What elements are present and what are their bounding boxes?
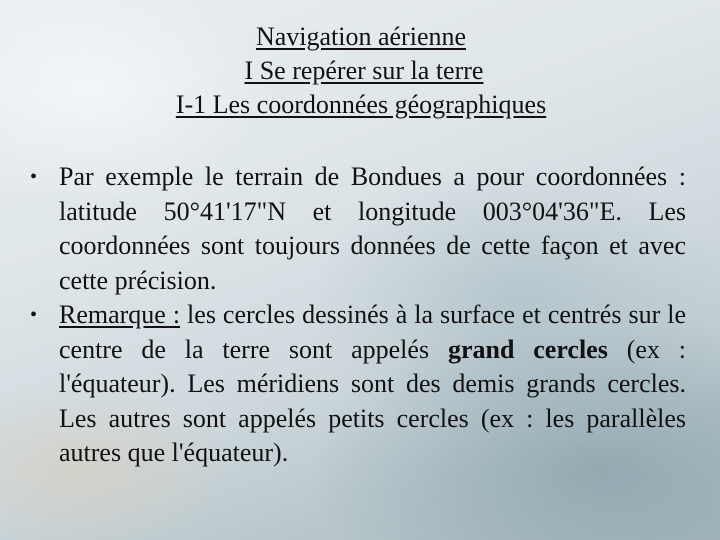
bullet-item-remark xyxy=(30,298,686,471)
bullet-list xyxy=(30,160,686,471)
bold-term: grand cercles xyxy=(447,334,608,364)
title-section: I Se repérer sur la terre xyxy=(244,56,484,85)
remark-label: Remarque : xyxy=(59,300,181,329)
title-block xyxy=(0,20,720,122)
bullet-dot-icon: • xyxy=(30,166,38,188)
bullet-item-example xyxy=(30,160,686,298)
bullet-text: Par exemple le terrain de Bondues a pour coordonnées : latitude 50°41'17"N et longitude 003°04'36"E. Les coordonnées sont toujours données de cette façon et avec cette précision. xyxy=(59,162,686,295)
title-main: Navigation aérienne xyxy=(255,22,467,51)
remark-text-before: les cercles dessinés à la surface et centrés sur le centre de la terre sont appelés xyxy=(59,300,686,364)
remark-text-after: (ex : l'équateur). Les méridiens sont des demis grands cercles. Les autres sont appelés petits cercles (ex : les parallèles autres que l'équateur). xyxy=(59,334,686,467)
title-subsection: I-1 Les coordonnées géographiques xyxy=(175,90,547,119)
bullet-dot-icon: • xyxy=(30,304,38,326)
